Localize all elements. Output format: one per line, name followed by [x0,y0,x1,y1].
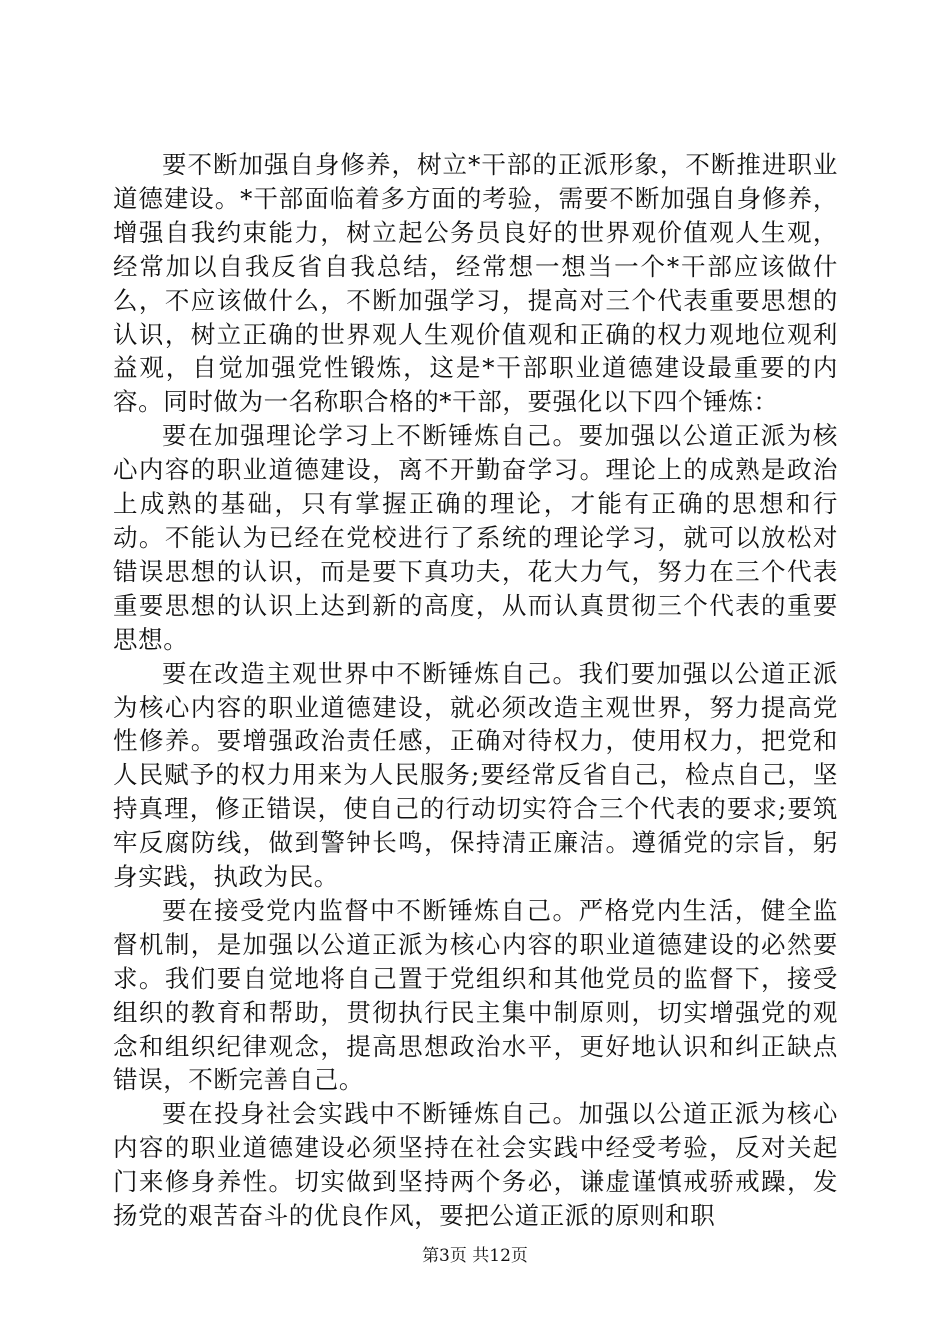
paragraph-party-supervision: 要在接受党内监督中不断锤炼自己。严格党内生活，健全监督机制，是加强以公道正派为核心内容的职业道德建设的必然要求。我们要自觉地将自己置于党组织和其他党员的监督下，接受组织的教育和帮助，贯彻执行民主集中制原则，切实增强党的观念和组织纪律观念，提高思想政治水平，更好地认识和纠正缺点错误，不断完善自己。 [113,895,838,1095]
paragraph-social-practice: 要在投身社会实践中不断锤炼自己。加强以公道正派为核心内容的职业道德建设必须坚持在社会实践中经受考验，反对关起门来修身养性。切实做到坚持两个务必，谦虚谨慎戒骄戒躁，发扬党的艰苦奋斗的优良作风，要把公道正派的原则和职 [113,1099,838,1231]
page-number-label: 第3页 共12页 [422,1246,528,1266]
document-body [113,148,838,1233]
paragraph-subjective-world: 要在改造主观世界中不断锤炼自己。我们要加强以公道正派为核心内容的职业道德建设，就必须改造主观世界，努力提高党性修养。要增强政治责任感，正确对待权力，使用权力，把党和人民赋予的权力用来为人民服务;要经常反省自己，检点自己，坚持真理，修正错误，使自己的行动切实符合三个代表的要求;要筑牢反腐防线，做到警钟长鸣，保持清正廉洁。遵循党的宗旨，躬身实践，执政为民。 [113,658,838,892]
paragraph-theory-study: 要在加强理论学习上不断锤炼自己。要加强以公道正派为核心内容的职业道德建设，离不开勤奋学习。理论上的成熟是政治上成熟的基础，只有掌握正确的理论，才能有正确的思想和行动。不能认为已经在党校进行了系统的理论学习，就可以放松对错误思想的认识，而是要下真功夫，花大力气，努力在三个代表重要思想的认识上达到新的高度，从而认真贯彻三个代表的重要思想。 [113,421,838,654]
paragraph-self-cultivation: 要不断加强自身修养，树立*干部的正派形象，不断推进职业道德建设。*干部面临着多方面的考验，需要不断加强自身修养，增强自我约束能力，树立起公务员良好的世界观价值观人生观，经常加以自我反省自我总结，经常想一想当一个*干部应该做什么，不应该做什么，不断加强学习，提高对三个代表重要思想的认识，树立正确的世界观人生观价值观和正确的权力观地位观利益观，自觉加强党性锻炼，这是*干部职业道德建设最重要的内容。同时做为一名称职合格的*干部，要强化以下四个锤炼： [113,150,838,417]
page-footer [0,1245,950,1267]
